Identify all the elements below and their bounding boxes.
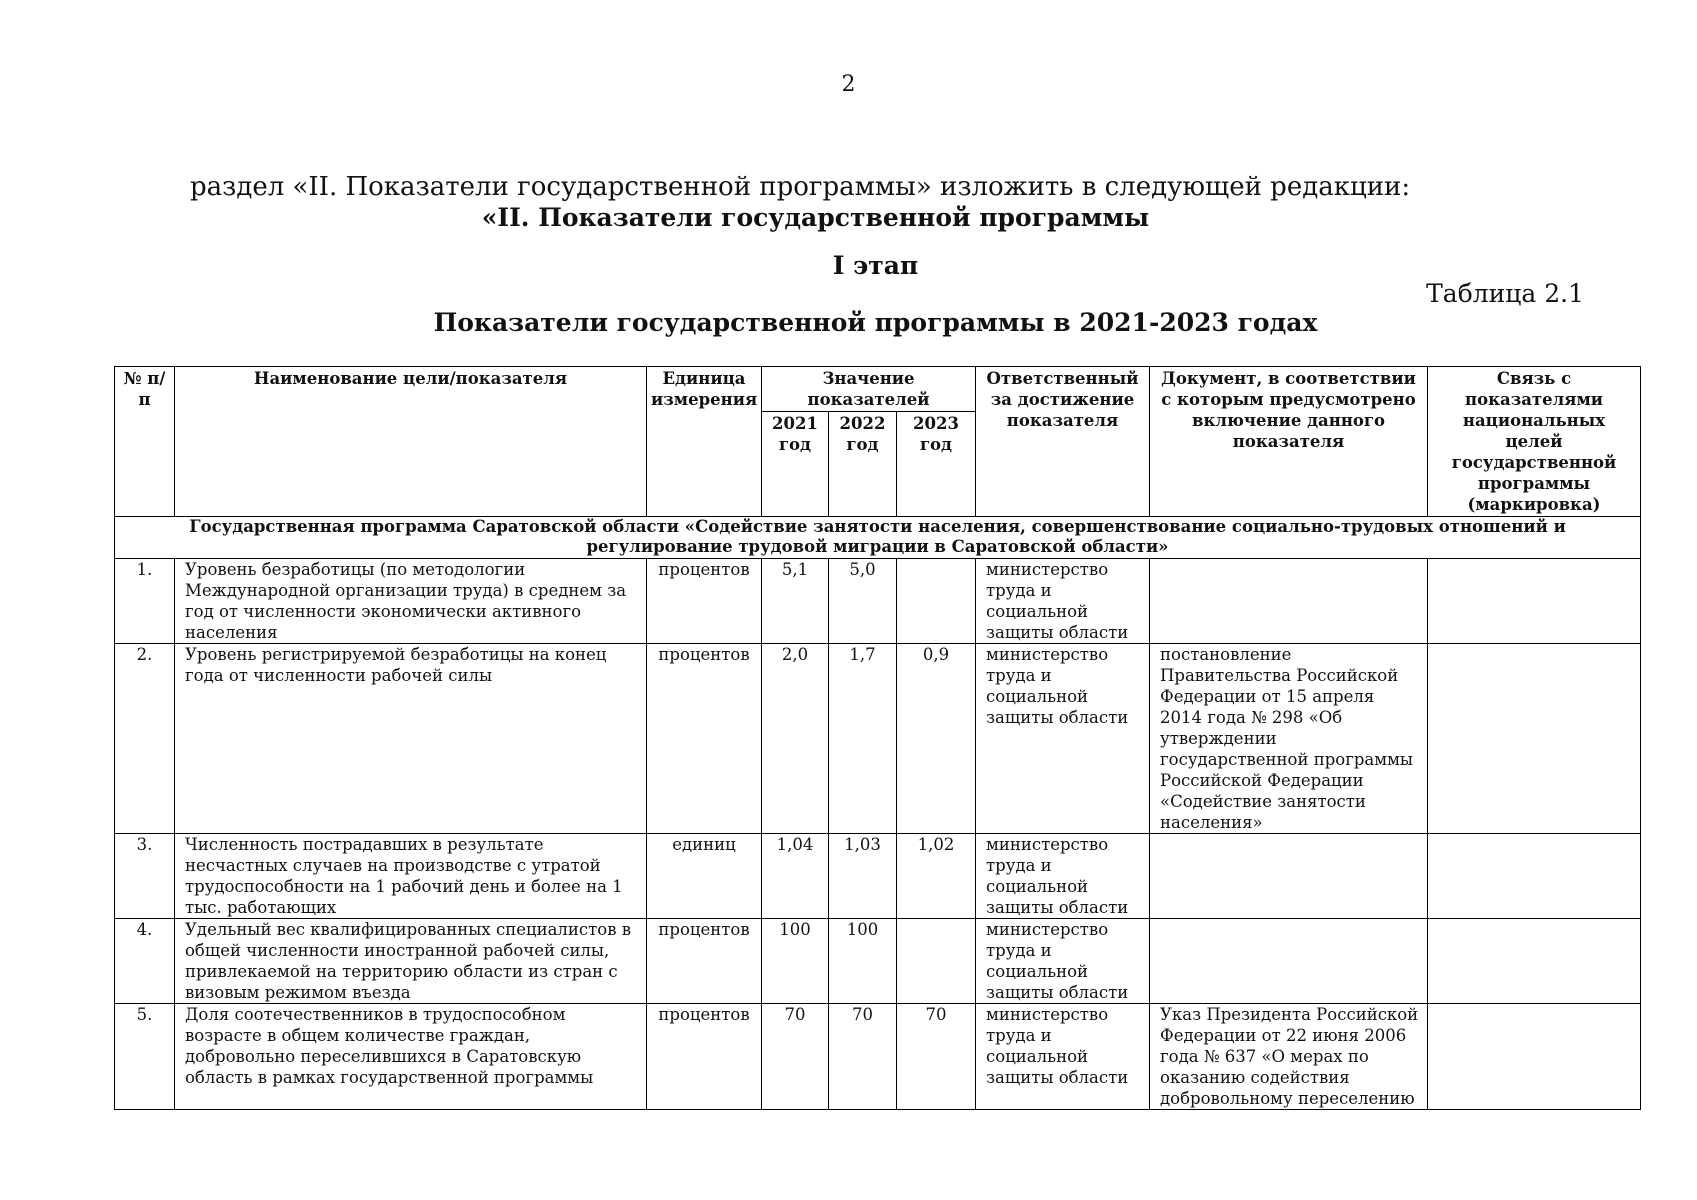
value-2022: 100	[829, 919, 897, 1004]
table-row	[115, 559, 1641, 644]
indicator-name: Доля соотечественников в трудоспособном возрасте в общем количестве граждан, добровольно переселившихся в Саратовскую область в рамках государственной программы	[175, 1004, 647, 1110]
responsible-body: министерство труда и социальной защиты области	[976, 919, 1150, 1004]
row-num: 1.	[115, 559, 175, 644]
intro-text: раздел «II. Показатели государственной программы» изложить в следующей редакции:	[190, 172, 1411, 202]
value-2021: 100	[762, 919, 829, 1004]
row-num: 2.	[115, 644, 175, 834]
header-year-2021: 2021 год	[762, 412, 829, 517]
table-title	[0, 308, 1697, 337]
stage-heading-text: I этап	[832, 251, 919, 280]
indicator-unit: процентов	[647, 559, 762, 644]
header-year-2022: 2022 год	[829, 412, 897, 517]
responsible-body: министерство труда и социальной защиты области	[976, 644, 1150, 834]
source-document	[1150, 559, 1428, 644]
row-num: 4.	[115, 919, 175, 1004]
responsible-body: министерство труда и социальной защиты области	[976, 1004, 1150, 1110]
row-num: 5.	[115, 1004, 175, 1110]
page-number: 2	[841, 72, 856, 97]
responsible-body: министерство труда и социальной защиты области	[976, 834, 1150, 919]
source-document: постановление Правительства Российской Федерации от 15 апреля 2014 года № 298 «Об утверждении государственной программы Российской Федерации «Содействие занятости населения»	[1150, 644, 1428, 834]
table-title-text: Показатели государственной программы в 2021-2023 годах	[433, 308, 1318, 337]
national-goal-link	[1428, 919, 1641, 1004]
national-goal-link	[1428, 1004, 1641, 1110]
table-row	[115, 1004, 1641, 1110]
source-document: Указ Президента Российской Федерации от 22 июня 2006 года № 637 «О мерах по оказанию содействия добровольному переселению	[1150, 1004, 1428, 1110]
source-document	[1150, 919, 1428, 1004]
value-2023: 0,9	[897, 644, 976, 834]
national-goal-link	[1428, 559, 1641, 644]
indicator-name: Уровень регистрируемой безработицы на конец года от численности рабочей силы	[175, 644, 647, 834]
indicators-table	[114, 366, 1641, 1110]
indicator-unit: процентов	[647, 919, 762, 1004]
table-row	[115, 644, 1641, 834]
table-row	[115, 834, 1641, 919]
indicator-name: Уровень безработицы (по методологии Международной организации труда) в среднем за год от численности экономически активного населения	[175, 559, 647, 644]
value-2023: 1,02	[897, 834, 976, 919]
source-document	[1150, 834, 1428, 919]
indicator-name: Численность пострадавших в результате несчастных случаев на производстве с утратой трудоспособности на 1 рабочий день и более на 1 тыс. работающих	[175, 834, 647, 919]
responsible-body: министерство труда и социальной защиты области	[976, 559, 1150, 644]
section-heading	[0, 203, 1697, 232]
header-row	[115, 367, 1641, 412]
header-document: Документ, в соответствии с которым предусмотрено включение данного показателя	[1150, 367, 1428, 517]
header-name: Наименование цели/показателя	[175, 367, 647, 517]
value-2022: 5,0	[829, 559, 897, 644]
indicator-name: Удельный вес квалифицированных специалистов в общей численности иностранной рабочей силы, привлекаемой на территорию области из стран с визовым режимом въезда	[175, 919, 647, 1004]
value-2023	[897, 919, 976, 1004]
header-values: Значение показателей	[762, 367, 976, 412]
value-2022: 1,03	[829, 834, 897, 919]
indicator-unit: единиц	[647, 834, 762, 919]
value-2022: 70	[829, 1004, 897, 1110]
table-row	[115, 919, 1641, 1004]
value-2021: 2,0	[762, 644, 829, 834]
program-title: Государственная программа Саратовской области «Содействие занятости населения, совершенствование социально-трудовых отношений и регулирование трудовой миграции в Саратовской области»	[115, 517, 1641, 559]
row-num: 3.	[115, 834, 175, 919]
indicator-unit: процентов	[647, 644, 762, 834]
header-num: № п/п	[115, 367, 175, 517]
program-title-row	[115, 517, 1641, 559]
national-goal-link	[1428, 834, 1641, 919]
table-number: Таблица 2.1	[1426, 279, 1584, 308]
header-unit: Единица измерения	[647, 367, 762, 517]
value-2023	[897, 559, 976, 644]
value-2023: 70	[897, 1004, 976, 1110]
value-2022: 1,7	[829, 644, 897, 834]
value-2021: 70	[762, 1004, 829, 1110]
national-goal-link	[1428, 644, 1641, 834]
indicator-unit: процентов	[647, 1004, 762, 1110]
header-link: Связь с показателями национальных целей государственной программы (маркировка)	[1428, 367, 1641, 517]
section-heading-text: «II. Показатели государственной программы	[481, 203, 1150, 232]
value-2021: 5,1	[762, 559, 829, 644]
header-year-2023: 2023 год	[897, 412, 976, 517]
header-responsible: Ответственный за достижение показателя	[976, 367, 1150, 517]
value-2021: 1,04	[762, 834, 829, 919]
stage-heading	[0, 251, 1697, 280]
